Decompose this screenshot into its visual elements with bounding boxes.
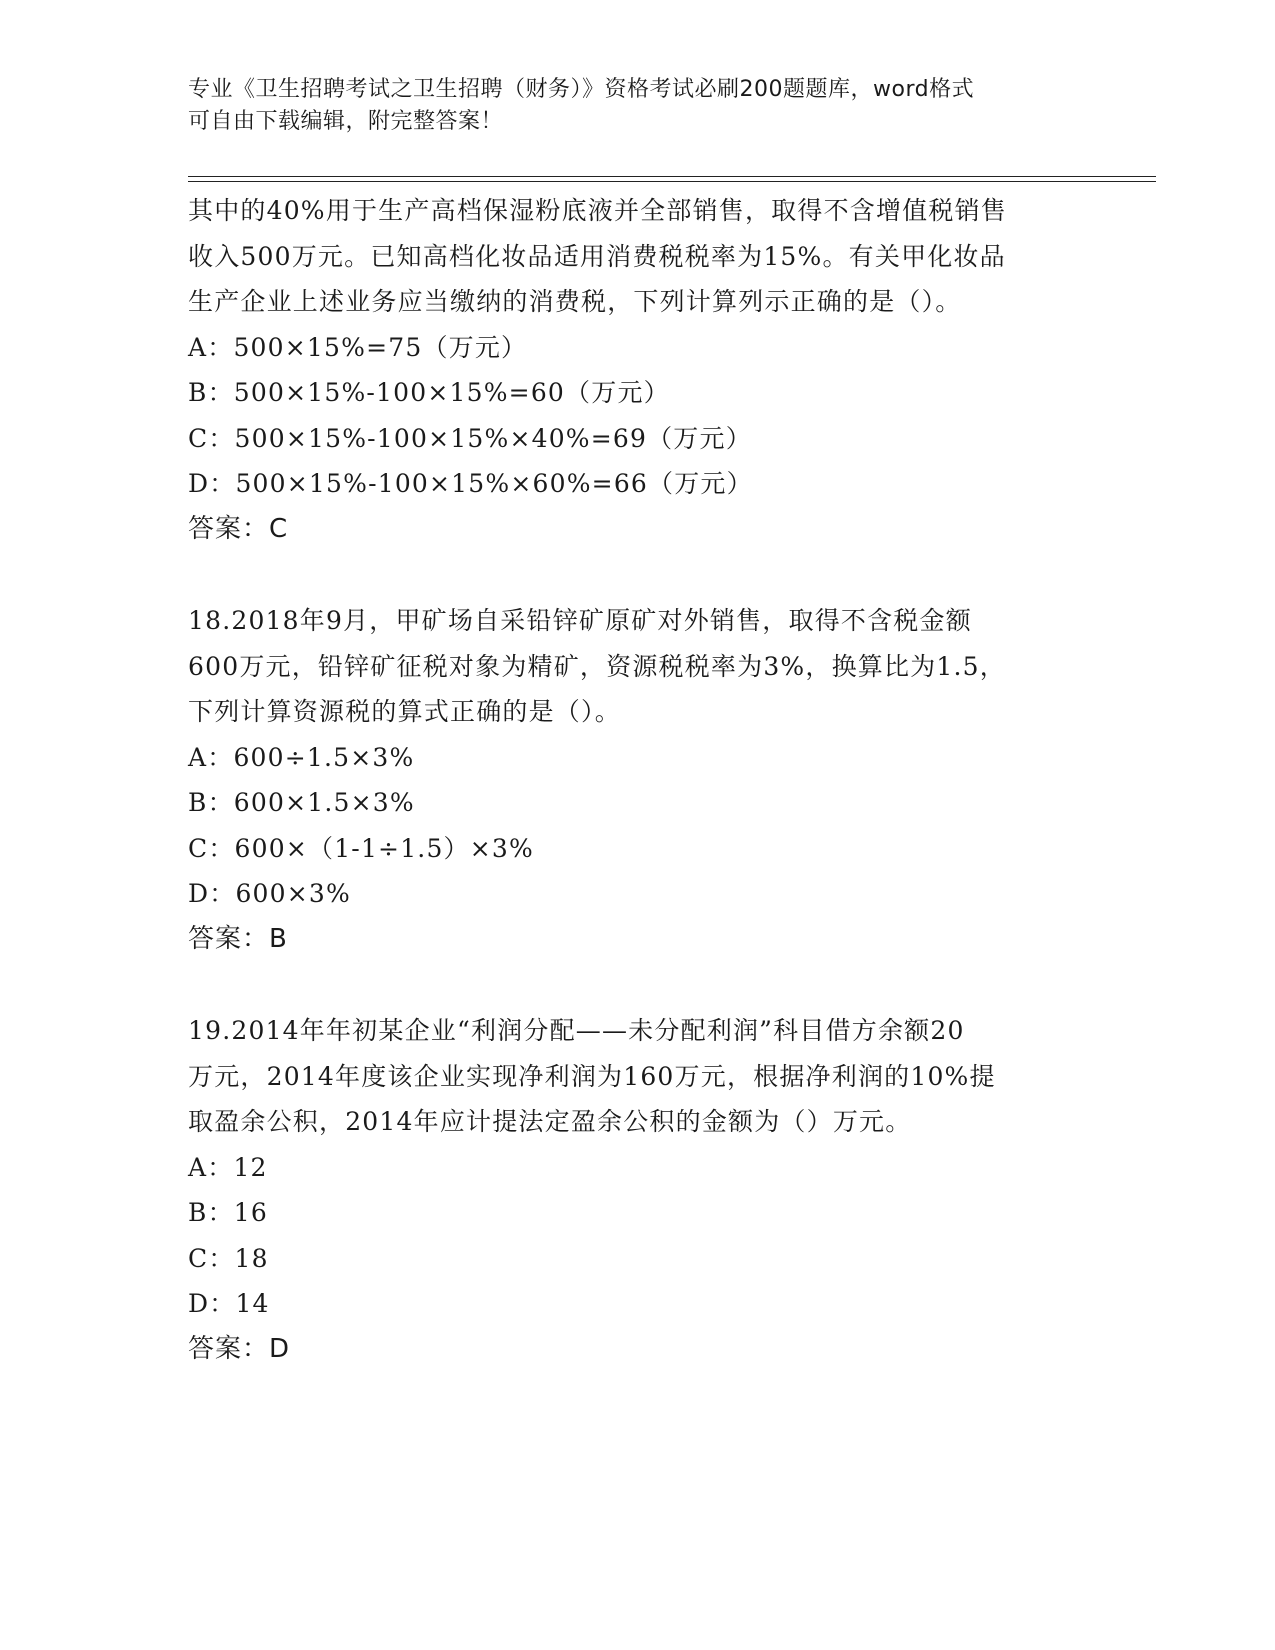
- header-line-2: 可自由下载编辑，附完整答案！: [188, 109, 504, 134]
- header-line-1: 专业《卫生招聘考试之卫生招聘（财务）》资格考试必刷200题题库，word格式: [188, 77, 975, 102]
- question-spacer: [188, 552, 1088, 598]
- question-stem-line: 18.2018年9月，甲矿场自采铅锌矿原矿对外销售，取得不含税金额: [188, 606, 972, 635]
- answer: 答案：C: [188, 513, 289, 544]
- answer: 答案：B: [188, 923, 288, 954]
- option-c: C：18: [188, 1243, 269, 1273]
- document-header: [188, 74, 1088, 138]
- option-a: A：600÷1.5×3%: [188, 742, 415, 772]
- option-d: D：600×3%: [188, 879, 351, 908]
- question-17: [188, 188, 1088, 552]
- header-divider: [188, 176, 1156, 182]
- question-19: [188, 1008, 1088, 1372]
- question-stem-line: 下列计算资源税的算式正确的是（）。: [188, 697, 621, 726]
- question-spacer: [188, 962, 1088, 1008]
- question-stem-line: 生产企业上述业务应当缴纳的消费税，下列计算列示正确的是（）。: [188, 287, 962, 316]
- option-d: D：14: [188, 1289, 270, 1318]
- option-b: B：500×15%-100×15%=60（万元）: [188, 378, 670, 407]
- option-d: D：500×15%-100×15%×60%=66（万元）: [188, 469, 753, 498]
- question-stem-line: 600万元，铅锌矿征税对象为精矿，资源税税率为3%，换算比为1.5，: [188, 651, 1006, 681]
- question-stem-line: 万元，2014年度该企业实现净利润为160万元，根据净利润的10%提: [188, 1061, 996, 1091]
- question-stem-line: 19.2014年年初某企业“利润分配——未分配利润”科目借方余额20: [188, 1016, 965, 1045]
- question-stem-line: 其中的40%用于生产高档保湿粉底液并全部销售，取得不含增值税销售: [188, 196, 1007, 225]
- option-c: C：600×（1-1÷1.5）×3%: [188, 833, 534, 863]
- option-c: C：500×15%-100×15%×40%=69（万元）: [188, 423, 752, 453]
- question-list: [188, 188, 1088, 1372]
- option-b: B：600×1.5×3%: [188, 788, 415, 817]
- answer: 答案：D: [188, 1333, 291, 1364]
- option-a: A：500×15%=75（万元）: [188, 332, 528, 362]
- option-a: A：12: [188, 1152, 268, 1182]
- question-stem-line: 收入500万元。已知高档化妆品适用消费税税率为15%。有关甲化妆品: [188, 241, 1006, 271]
- question-stem-line: 取盈余公积，2014年应计提法定盈余公积的金额为（）万元。: [188, 1107, 912, 1136]
- option-b: B：16: [188, 1198, 268, 1227]
- question-18: [188, 598, 1088, 962]
